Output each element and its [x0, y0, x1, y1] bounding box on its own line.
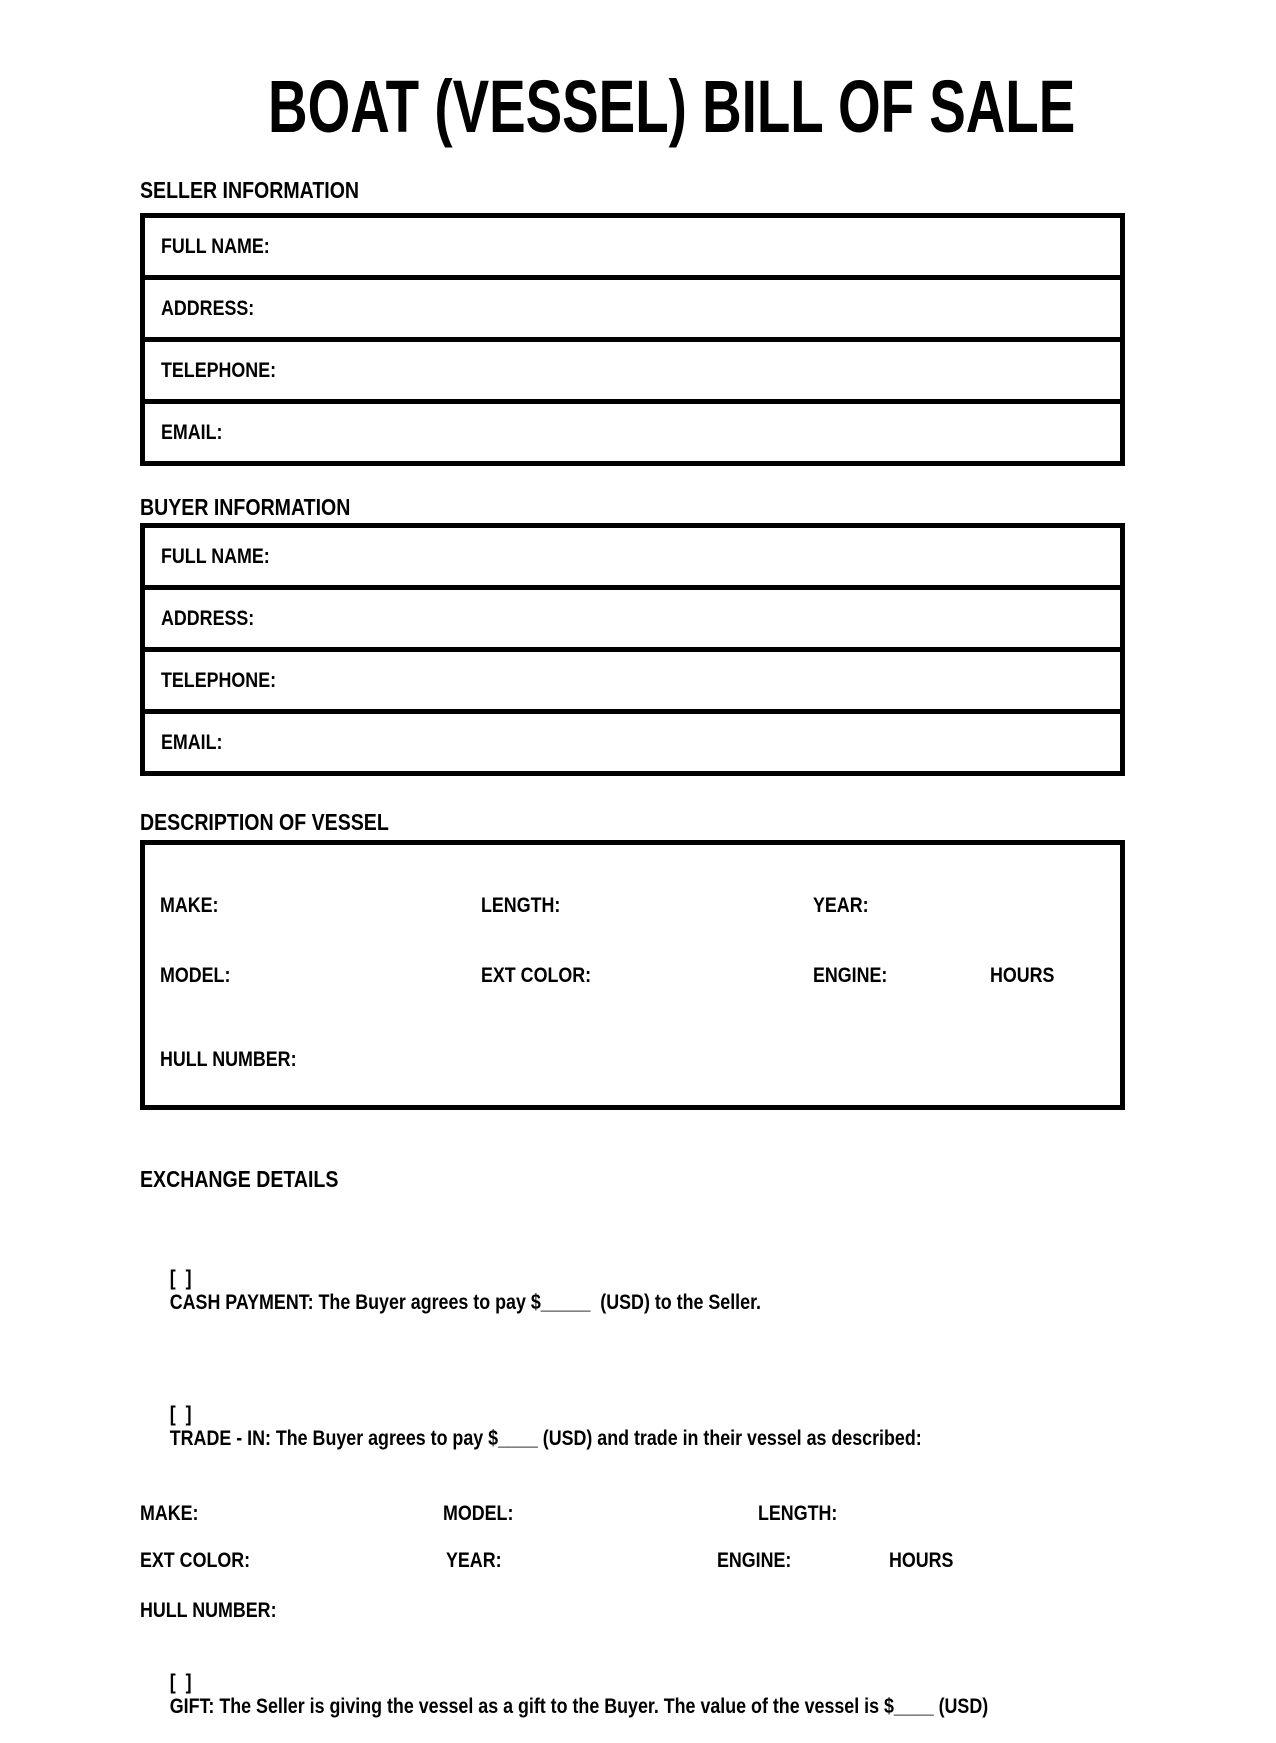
seller-full-name-row — [140, 213, 1125, 280]
buyer-full-name-label: FULL NAME: — [161, 544, 270, 568]
vessel-model-value[interactable] — [243, 964, 481, 988]
buyer-telephone-row — [140, 647, 1125, 714]
seller-telephone-row — [140, 337, 1125, 404]
buyer-telephone-value[interactable] — [296, 652, 1120, 709]
buyer-email-value[interactable] — [233, 714, 1120, 771]
seller-full-name-label: FULL NAME: — [161, 234, 270, 258]
buyer-telephone-label: TELEPHONE: — [161, 668, 277, 692]
trade-model-value[interactable] — [526, 1502, 758, 1526]
vessel-description-box — [140, 840, 1125, 1110]
vessel-hull-number-label: HULL NUMBER: — [160, 1048, 297, 1071]
buyer-full-name-value[interactable] — [289, 528, 1120, 585]
cash-payment-text: CASH PAYMENT: The Buyer agrees to pay $_____ (USD) to the Seller. — [169, 1291, 761, 1314]
vessel-engine-value[interactable] — [901, 964, 990, 988]
vessel-row-2 — [160, 964, 1110, 988]
gift-option — [140, 1647, 1125, 1743]
vessel-row-3 — [160, 1048, 1110, 1072]
seller-address-label: ADDRESS: — [161, 296, 255, 320]
trade-year-value[interactable] — [511, 1549, 717, 1573]
vessel-section-heading: DESCRIPTION OF VESSEL — [140, 809, 389, 835]
buyer-address-label: ADDRESS: — [161, 606, 255, 630]
vessel-length-value[interactable] — [574, 894, 813, 918]
trade-make-label: MAKE: — [140, 1502, 199, 1525]
buyer-email-row — [140, 709, 1125, 776]
trade-hull-number-value[interactable] — [301, 1599, 1125, 1623]
vessel-length-label: LENGTH: — [481, 894, 561, 917]
trade-in-text: TRADE - IN: The Buyer agrees to pay $____ (USD) and trade in their vessel as described: — [169, 1427, 922, 1450]
buyer-fields-table — [140, 523, 1125, 776]
buyer-section-heading: BUYER INFORMATION — [140, 494, 351, 520]
document-page — [0, 65, 1276, 1743]
vessel-year-label: YEAR: — [813, 894, 869, 917]
vessel-row-1 — [160, 894, 1110, 918]
trade-in-checkbox[interactable]: [ ] — [169, 1403, 192, 1426]
page-title-text: BOAT (VESSEL) BILL OF SALE — [268, 65, 1076, 148]
vessel-hours-label: HOURS — [990, 964, 1055, 987]
seller-section-heading: SELLER INFORMATION — [140, 177, 360, 203]
trade-hull-number-label: HULL NUMBER: — [140, 1599, 277, 1622]
cash-payment-checkbox[interactable]: [ ] — [169, 1267, 192, 1290]
buyer-address-value[interactable] — [271, 590, 1120, 647]
trade-in-option — [140, 1379, 1125, 1475]
vessel-ext-color-value[interactable] — [611, 964, 814, 988]
trade-ext-color-value[interactable] — [270, 1549, 447, 1573]
vessel-make-label: MAKE: — [160, 894, 219, 917]
trade-in-row-1 — [140, 1502, 1125, 1526]
vessel-engine-label: ENGINE: — [813, 964, 888, 987]
seller-address-row — [140, 275, 1125, 342]
seller-email-row — [140, 399, 1125, 466]
vessel-year-value[interactable] — [878, 894, 1110, 918]
vessel-hull-number-value[interactable] — [321, 1048, 1110, 1072]
gift-checkbox[interactable]: [ ] — [169, 1671, 192, 1694]
seller-full-name-value[interactable] — [289, 218, 1120, 275]
seller-address-value[interactable] — [271, 280, 1120, 337]
trade-hours-value[interactable] — [965, 1549, 1125, 1573]
cash-payment-option — [140, 1243, 1125, 1339]
seller-email-value[interactable] — [233, 404, 1120, 461]
gift-text: GIFT: The Seller is giving the vessel as a gift to the Buyer. The value of the vessel is $____ (USD) — [169, 1695, 989, 1718]
seller-email-label: EMAIL: — [161, 420, 223, 444]
trade-length-value[interactable] — [851, 1502, 1125, 1526]
exchange-section-heading: EXCHANGE DETAILS — [140, 1166, 339, 1192]
trade-in-row-2 — [140, 1549, 1125, 1573]
trade-in-row-3 — [140, 1599, 1125, 1623]
trade-engine-value[interactable] — [805, 1549, 889, 1573]
buyer-full-name-row — [140, 523, 1125, 590]
page-title — [140, 65, 1125, 148]
trade-year-label: YEAR: — [446, 1549, 502, 1572]
buyer-email-label: EMAIL: — [161, 730, 223, 754]
buyer-address-row — [140, 585, 1125, 652]
trade-length-label: LENGTH: — [758, 1502, 838, 1525]
trade-engine-label: ENGINE: — [717, 1549, 792, 1572]
trade-make-value[interactable] — [209, 1502, 443, 1526]
vessel-make-value[interactable] — [229, 894, 481, 918]
trade-ext-color-label: EXT COLOR: — [140, 1549, 251, 1572]
trade-hours-label: HOURS — [889, 1549, 954, 1572]
vessel-model-label: MODEL: — [160, 964, 231, 987]
seller-fields-table — [140, 213, 1125, 466]
seller-telephone-label: TELEPHONE: — [161, 358, 277, 382]
seller-telephone-value[interactable] — [296, 342, 1120, 399]
vessel-ext-color-label: EXT COLOR: — [481, 964, 592, 987]
vessel-hours-value[interactable] — [1066, 964, 1110, 988]
trade-model-label: MODEL: — [443, 1502, 514, 1525]
